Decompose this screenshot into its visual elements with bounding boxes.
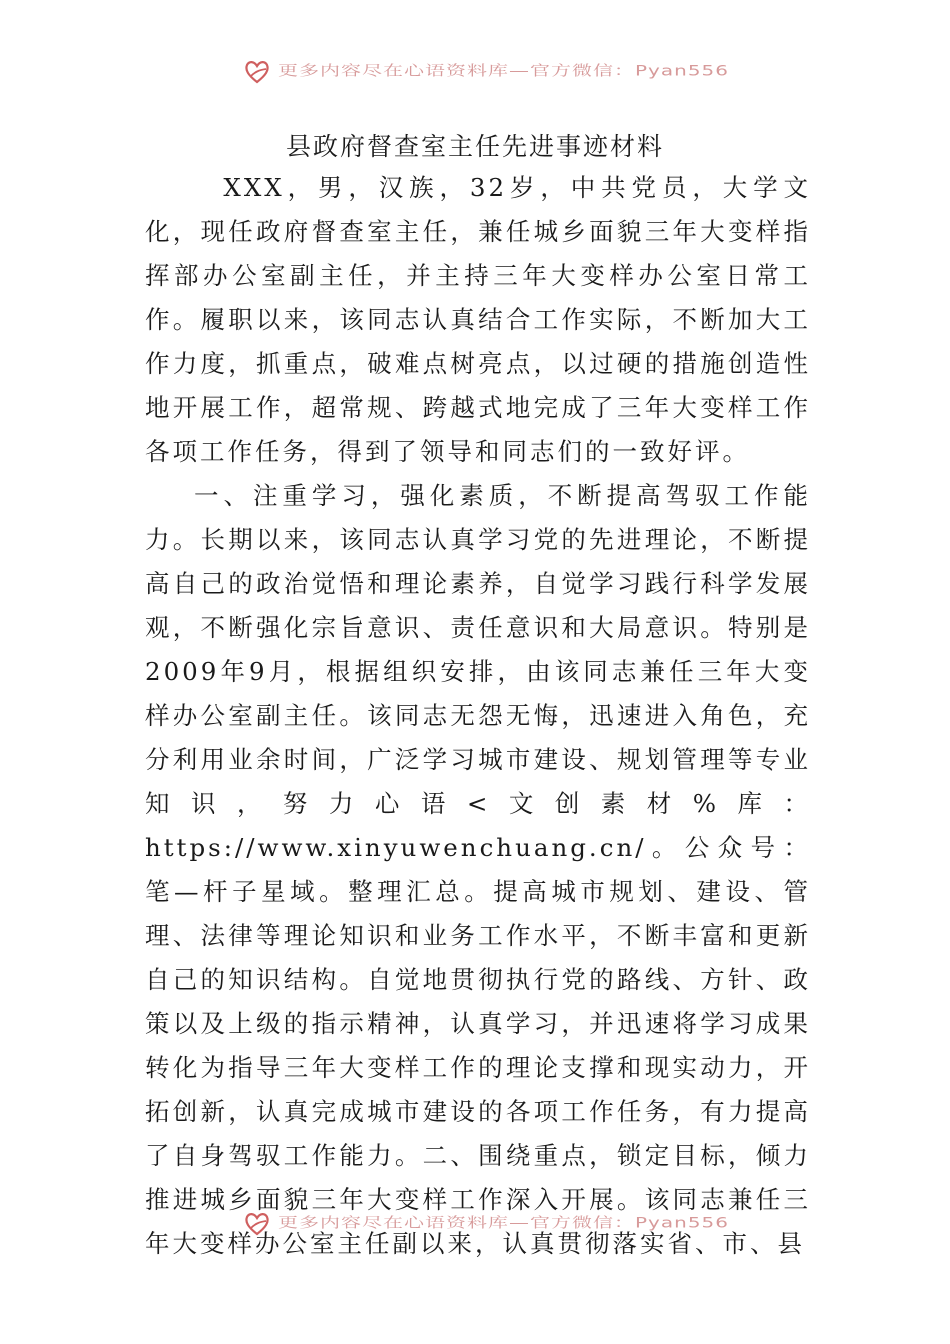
document-body: [145, 166, 811, 1266]
watermark-header: [242, 56, 762, 86]
paragraph-intro: XXX，男，汉族，32岁，中共党员，大学文化，现任政府督查室主任，兼任城乡面貌三年大变样指挥部办公室副主任，并主持三年大变样办公室日常工作。履职以来，该同志认真结合工作实际，不断加大工作力度，抓重点，破难点树亮点，以过硬的措施创造性地开展工作，超常规、跨越式地完成了三年大变样工作各项工作任务，得到了领导和同志们的一致好评。: [145, 173, 811, 466]
paragraph-section-one: 一、注重学习，强化素质，不断提高驾驭工作能力。长期以来，该同志认真学习党的先进理论，不断提高自己的政治觉悟和理论素养，自觉学习践行科学发展观，不断强化宗旨意识、责任意识和大局意识。特别是2009年9月，根据组织安排，由该同志兼任三年大变样办公室副主任。该同志无怨无悔，迅速进入角色，充分利用业余时间，广泛学习城市建设、规划管理等专业知识，努力心语<文创素材%库：https://www.xinyuwenchuang.cn/。公众号：笔—杆子星域。整理汇总。提高城市规划、建设、管理、法律等理论知识和业务工作水平，不断丰富和更新自己的知识结构。自觉地贯彻执行党的路线、方针、政策以及上级的指示精神，认真学习，并迅速将学习成果转化为指导三年大变样工作的理论支撑和现实动力，开拓创新，认真完成城市建设的各项工作任务，有力提高了自身驾驭工作能力。二、围绕重点，锁定目标，倾力推进城乡面貌三年大变样工作深入开展。该同志兼任三年大变样办公室主任副以来，认真贯彻落实省、市、县: [145, 481, 811, 1258]
heart-logo-icon: [242, 1208, 272, 1238]
heart-logo-icon: [242, 56, 272, 86]
watermark-text: 更多内容尽在心语资料库—官方微信：Pyan556: [278, 1213, 730, 1231]
watermark-text: 更多内容尽在心语资料库—官方微信：Pyan556: [278, 61, 730, 79]
document-title: 县政府督查室主任先进事迹材料: [285, 132, 664, 161]
watermark-footer: [242, 1208, 762, 1238]
